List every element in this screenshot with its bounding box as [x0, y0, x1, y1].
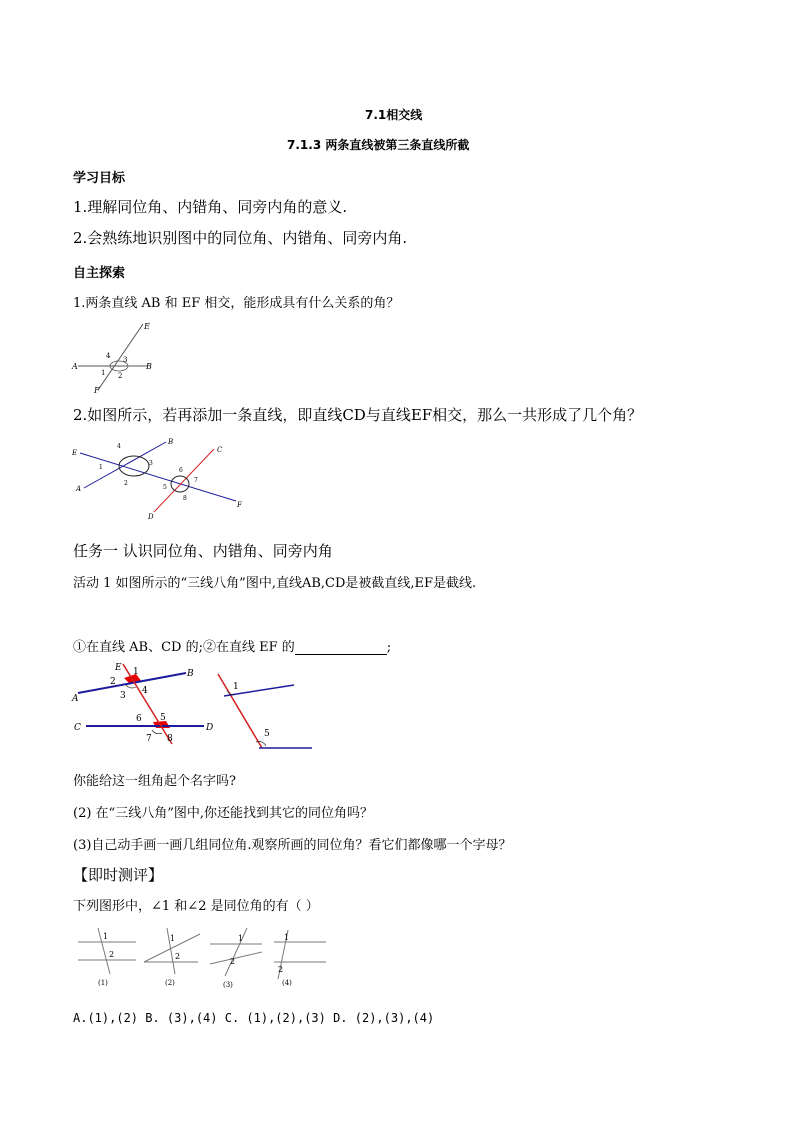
fig2-angle-6: 6: [179, 467, 183, 474]
fig1-label-E: E: [144, 322, 150, 331]
fig3-angle-4: 4: [142, 686, 148, 696]
page-subtitle: 7.1.3 两条直线被第三条直线所截: [287, 138, 470, 152]
fill-in-line: [73, 636, 391, 655]
fig1-label-A: A: [72, 362, 78, 371]
fig3-label-A: A: [72, 694, 79, 704]
fig2-label-C: C: [217, 446, 223, 454]
fig3-angle-5: 5: [160, 713, 166, 723]
figure-three-lines: [68, 436, 258, 526]
fill-suffix: ;: [386, 640, 392, 655]
fig2-label-D: D: [148, 513, 154, 521]
fig3-angle-7: 7: [146, 734, 152, 744]
fig2-label-F: F: [237, 501, 242, 509]
fig1-angle-3: 3: [123, 356, 128, 364]
quiz-options: A.(1),(2) B. (3),(4) C. (1),(2),(3) D. (2),(3),(4): [73, 1011, 435, 1025]
fig1-angle-1: 1: [101, 369, 106, 377]
quiz-figure-1: [78, 928, 136, 987]
fig1-angle-4: 4: [106, 352, 111, 360]
quiz3-angle-1: 1: [238, 934, 244, 943]
fig1-angle-2: 2: [118, 372, 123, 380]
quiz3-angle-2: 2: [230, 957, 236, 966]
quiz-figures: [72, 924, 342, 994]
quiz1-angle-2: 2: [109, 950, 115, 959]
task-title: 任务一 认识同位角、内错角、同旁内角: [73, 542, 333, 560]
goal-item-1: 1.理解同位角、内错角、同旁内角的意义.: [73, 198, 348, 216]
fig3-angle-6: 6: [136, 714, 142, 724]
activity-1-text: 活动 1 如图所示的“三线八角”图中,直线AB,CD是被截直线,EF是截线.: [73, 576, 477, 591]
fig2-angle-2: 2: [124, 480, 128, 487]
quiz-figure-2: [144, 928, 200, 987]
fig3-label-D: D: [206, 723, 214, 733]
fig3-angle-8: 8: [167, 734, 173, 744]
fig3-label-B: B: [187, 669, 194, 679]
fig1-label-F: F: [94, 386, 100, 395]
goals-heading: 学习目标: [73, 171, 126, 186]
fig1-label-B: B: [146, 362, 152, 371]
quiz-figure-4: [274, 930, 326, 987]
fill-blank[interactable]: [295, 642, 387, 655]
goal-item-2: 2.会熟练地识别图中的同位角、内错角、同旁内角.: [73, 229, 408, 247]
quiz-question: 下列图形中，∠1 和∠2 是同位角的有（ ）: [73, 899, 319, 914]
explore-question-2: 2.如图所示，若再添加一条直线，即直线CD与直线EF相交，那么一共形成了几个角？: [73, 406, 643, 424]
fig2-angle-1: 1: [99, 464, 103, 471]
fig3-label-C: C: [74, 723, 81, 733]
fig3-label-E: E: [115, 663, 122, 673]
fig2-label-B: B: [168, 438, 174, 446]
question-2: (2) 在“三线八角”图中,你还能找到其它的同位角吗？: [73, 806, 373, 821]
quiz1-angle-1: 1: [103, 932, 109, 941]
fill-prefix: ①在直线 AB、CD 的;②在直线 EF 的: [73, 640, 295, 655]
quiz4-angle-2: 2: [278, 965, 284, 974]
fig3-angle-1: 1: [133, 667, 139, 677]
quiz-figure-label-1: (1): [98, 979, 108, 987]
fig3-angle-2: 2: [110, 677, 116, 687]
quiz2-angle-2: 2: [175, 952, 181, 961]
quiz4-angle-1: 1: [284, 933, 290, 942]
fig2-angle-8: 8: [183, 495, 187, 502]
fig2-angle-4: 4: [117, 443, 121, 450]
quiz-figure-label-3: (3): [223, 981, 233, 989]
name-question: 你能给这一组角起个名字吗?: [73, 774, 236, 789]
quiz2-angle-1: 1: [170, 934, 176, 943]
page-title: 7.1相交线: [365, 108, 423, 122]
quiz-figure-3: [210, 928, 262, 989]
quiz-figure-label-4: (4): [282, 979, 292, 987]
explore-question-1: 1.两条直线 AB 和 EF 相交，能形成具有什么关系的角？: [73, 296, 400, 311]
fig2-label-A: A: [76, 485, 82, 493]
fig4-angle-1: 1: [233, 682, 239, 692]
quiz-figure-label-2: (2): [165, 979, 175, 987]
explore-heading: 自主探索: [73, 266, 126, 281]
fig4-angle-5: 5: [264, 729, 270, 739]
figure-three-lines-eight-angles: [68, 660, 223, 750]
question-3: (3)自己动手画一画几组同位角.观察所画的同位角？看它们都像哪一个字母？: [73, 838, 512, 853]
figure-corresponding-angles: [210, 666, 320, 751]
fig2-angle-5: 5: [163, 484, 167, 491]
figure-intersecting-lines: [68, 318, 168, 398]
fig2-angle-3: 3: [149, 460, 153, 467]
fig2-label-E: E: [72, 449, 78, 457]
quiz-heading: 【即时测评】: [73, 866, 164, 884]
fig3-angle-3: 3: [120, 691, 126, 701]
fig2-angle-7: 7: [194, 477, 198, 484]
